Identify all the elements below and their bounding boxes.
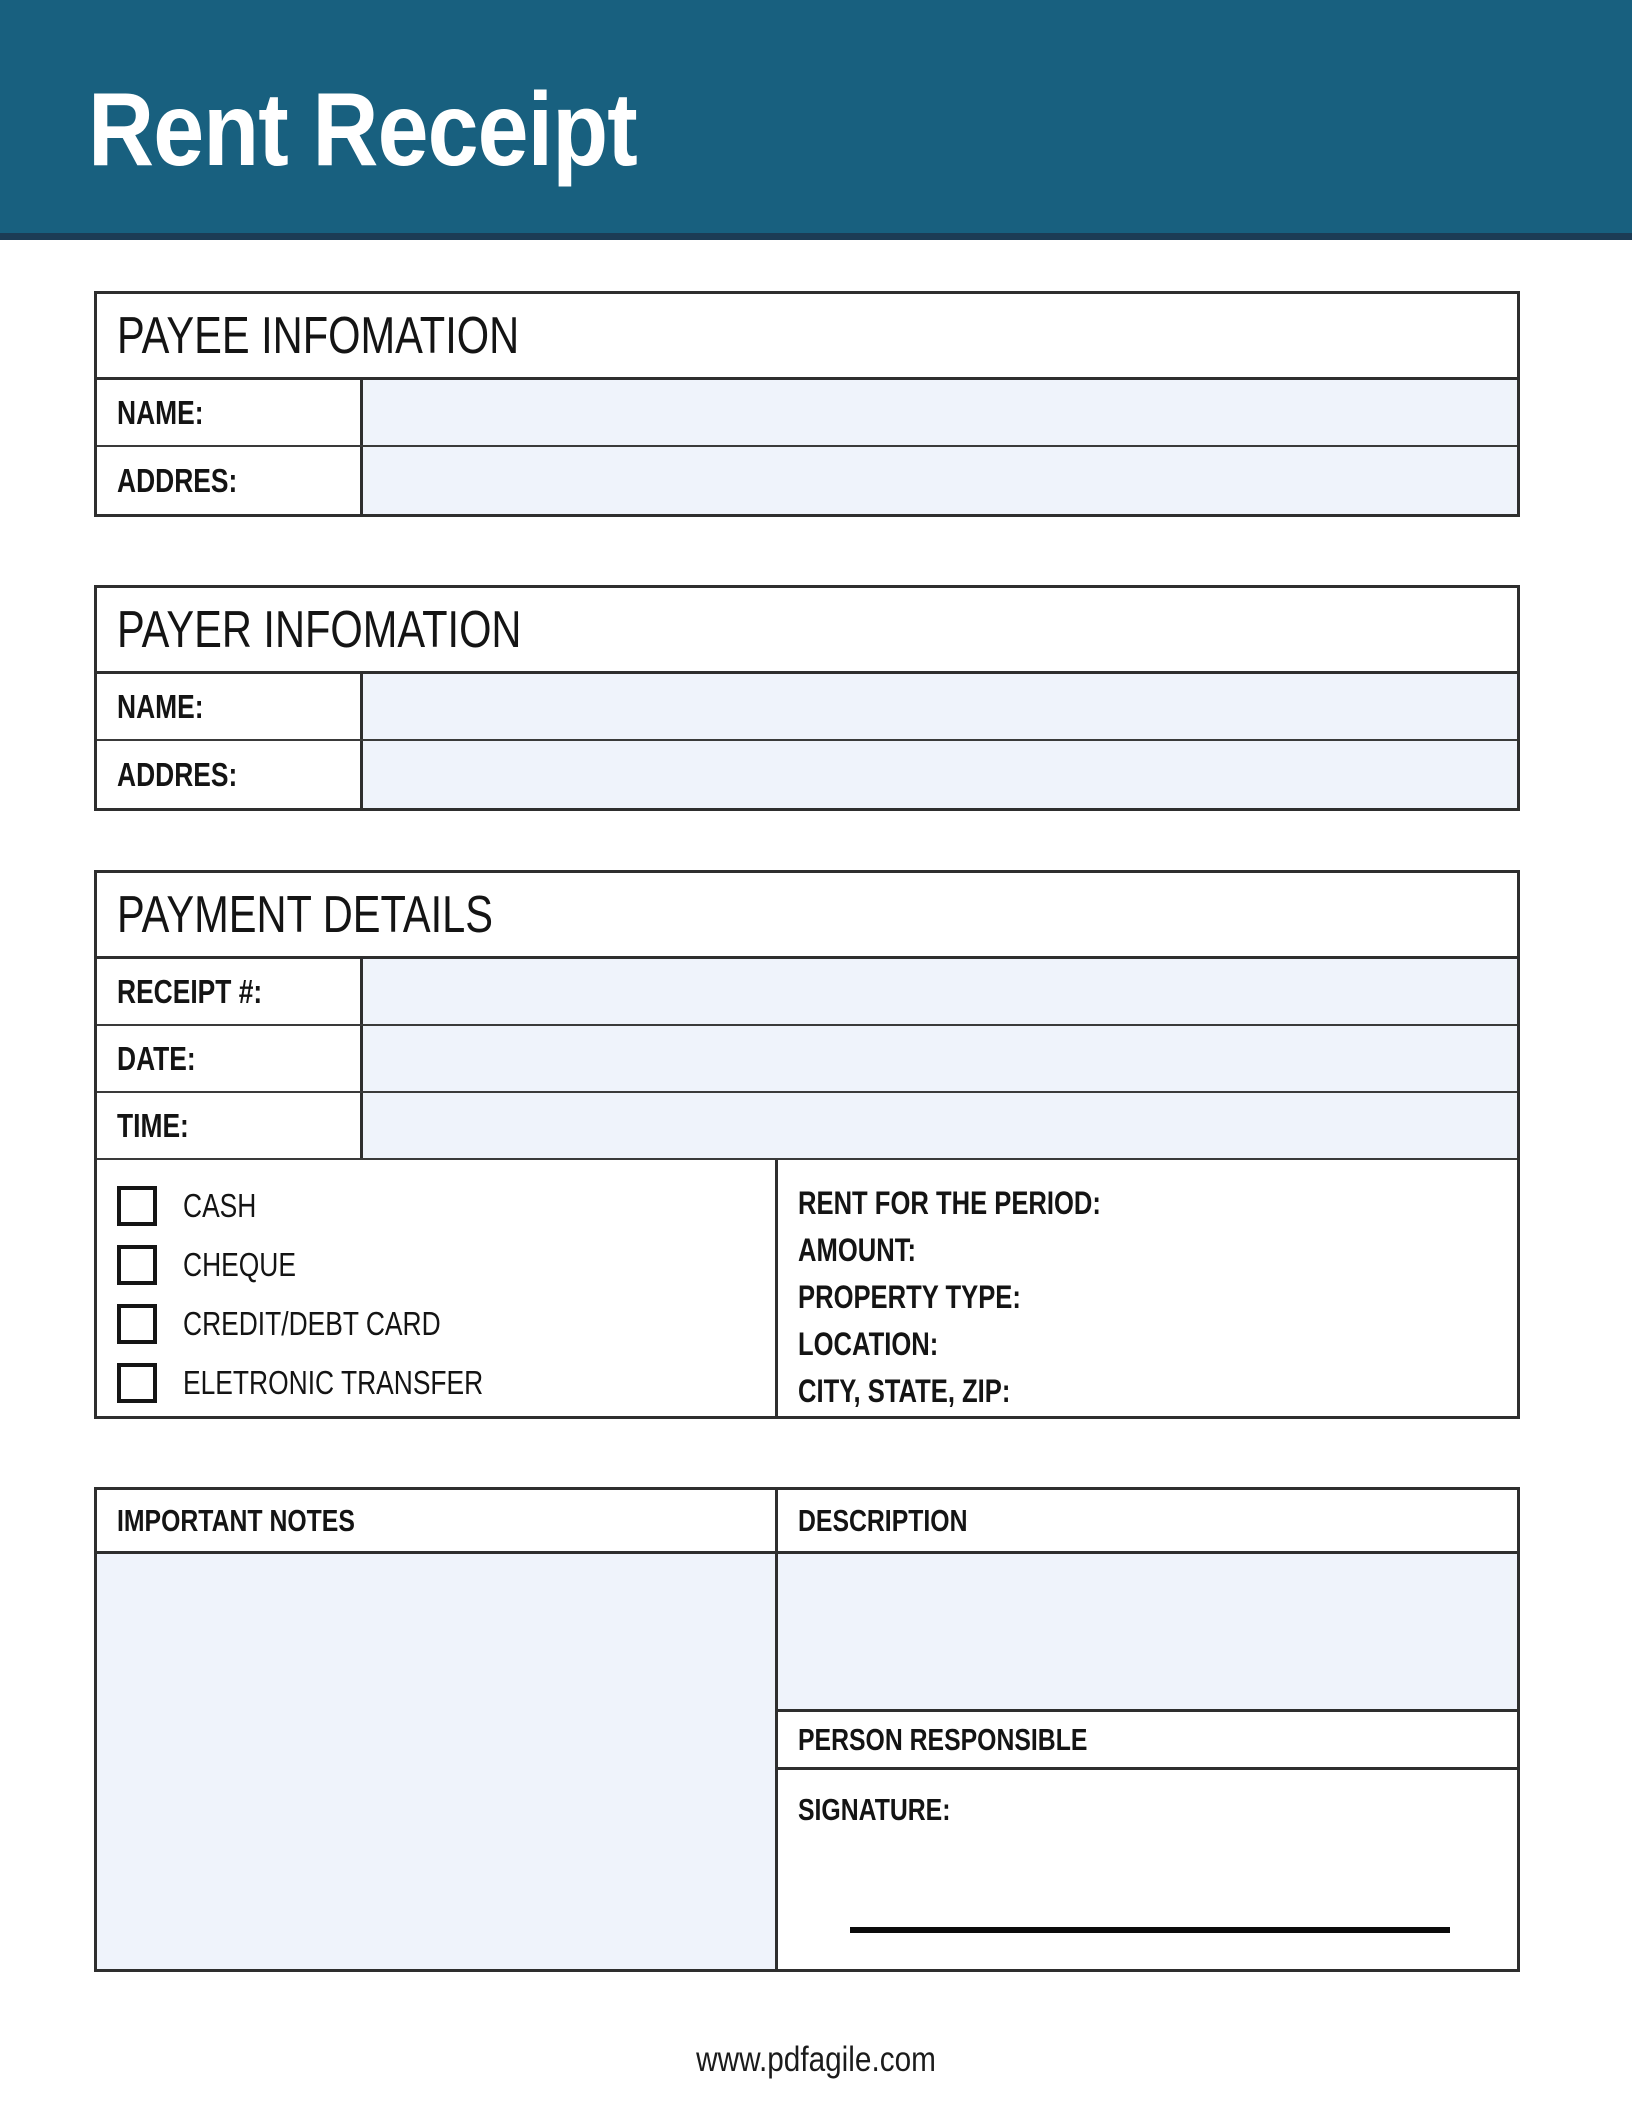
payment-section-title: PAYMENT DETAILS: [117, 885, 494, 944]
payee-address-label: ADDRES:: [117, 461, 238, 499]
payer-name-label: NAME:: [117, 687, 204, 725]
payment-method-and-period: [97, 1160, 1517, 1416]
description-field[interactable]: [778, 1554, 1517, 1712]
description-title: DESCRIPTION: [798, 1502, 968, 1538]
method-item-credit-debt-card: [117, 1294, 775, 1353]
payee-address-row: [97, 447, 1517, 514]
receipt-number-field[interactable]: [363, 959, 1517, 1024]
description-header-cell: [778, 1490, 1517, 1551]
credit-debt-card-label: CREDIT/DEBT CARD: [183, 1304, 441, 1342]
electronic-transfer-checkbox[interactable]: [117, 1363, 157, 1403]
location-label: LOCATION:: [798, 1326, 939, 1362]
time-field[interactable]: [363, 1093, 1517, 1158]
date-row: [97, 1026, 1517, 1093]
payment-methods-list: [97, 1160, 778, 1416]
rent-period-label: RENT FOR THE PERIOD:: [798, 1185, 1101, 1221]
rent-period-row[interactable]: [798, 1180, 1517, 1227]
payer-address-row: [97, 741, 1517, 808]
payee-name-label-cell: [97, 380, 363, 445]
date-field[interactable]: [363, 1026, 1517, 1091]
person-responsible-label: PERSON RESPONSIBLE: [798, 1721, 1088, 1757]
payee-address-field[interactable]: [363, 447, 1517, 514]
cheque-label: CHEQUE: [183, 1245, 296, 1283]
page-title: Rent Receipt: [88, 72, 637, 188]
signature-field[interactable]: [778, 1770, 1517, 1969]
payer-name-label-cell: [97, 674, 363, 739]
payer-section-title: PAYER INFOMATION: [117, 600, 522, 659]
signature-line: [850, 1927, 1450, 1933]
time-label-cell: [97, 1093, 363, 1158]
page-footer: [0, 2040, 1632, 2080]
payer-information-section: [94, 585, 1520, 811]
signature-label: SIGNATURE:: [798, 1792, 951, 1827]
notes-description-body: [97, 1554, 1517, 1969]
rent-period-details: [778, 1160, 1517, 1416]
time-row: [97, 1093, 1517, 1160]
notes-description-header-row: [97, 1490, 1517, 1554]
method-item-electronic-transfer: [117, 1353, 775, 1412]
payment-section-header: [97, 873, 1517, 959]
payer-address-field[interactable]: [363, 741, 1517, 808]
payer-address-label: ADDRES:: [117, 755, 238, 793]
footer-url-link[interactable]: www.pdfagile.com: [696, 2040, 936, 2079]
payee-name-field[interactable]: [363, 380, 1517, 445]
date-label-cell: [97, 1026, 363, 1091]
payment-details-section: [94, 870, 1520, 1419]
payer-section-header: [97, 588, 1517, 674]
payee-section-header: [97, 294, 1517, 380]
cash-label: CASH: [183, 1186, 257, 1224]
notes-description-section: [94, 1487, 1520, 1972]
city-state-zip-label: CITY, STATE, ZIP:: [798, 1373, 1011, 1409]
time-label: TIME:: [117, 1106, 189, 1144]
receipt-number-label: RECEIPT #:: [117, 972, 263, 1010]
method-item-cash: [117, 1176, 775, 1235]
important-notes-field[interactable]: [97, 1554, 778, 1969]
header-banner: [0, 0, 1632, 240]
date-label: DATE:: [117, 1039, 196, 1077]
important-notes-header-cell: [97, 1490, 778, 1551]
amount-label: AMOUNT:: [798, 1232, 917, 1268]
city-state-zip-row[interactable]: [798, 1368, 1517, 1415]
payer-name-row: [97, 674, 1517, 741]
payee-information-section: [94, 291, 1520, 517]
location-row[interactable]: [798, 1321, 1517, 1368]
receipt-number-row: [97, 959, 1517, 1026]
method-item-cheque: [117, 1235, 775, 1294]
person-responsible-header: [778, 1712, 1517, 1770]
description-column: [778, 1554, 1517, 1969]
cheque-checkbox[interactable]: [117, 1245, 157, 1285]
property-type-label: PROPERTY TYPE:: [798, 1279, 1021, 1315]
payer-name-field[interactable]: [363, 674, 1517, 739]
property-type-row[interactable]: [798, 1274, 1517, 1321]
payer-address-label-cell: [97, 741, 363, 808]
electronic-transfer-label: ELETRONIC TRANSFER: [183, 1363, 484, 1401]
important-notes-title: IMPORTANT NOTES: [117, 1502, 355, 1538]
payee-address-label-cell: [97, 447, 363, 514]
credit-debt-card-checkbox[interactable]: [117, 1304, 157, 1344]
receipt-number-label-cell: [97, 959, 363, 1024]
payee-name-label: NAME:: [117, 393, 204, 431]
payee-section-title: PAYEE INFOMATION: [117, 306, 520, 365]
payee-name-row: [97, 380, 1517, 447]
amount-row[interactable]: [798, 1227, 1517, 1274]
cash-checkbox[interactable]: [117, 1186, 157, 1226]
